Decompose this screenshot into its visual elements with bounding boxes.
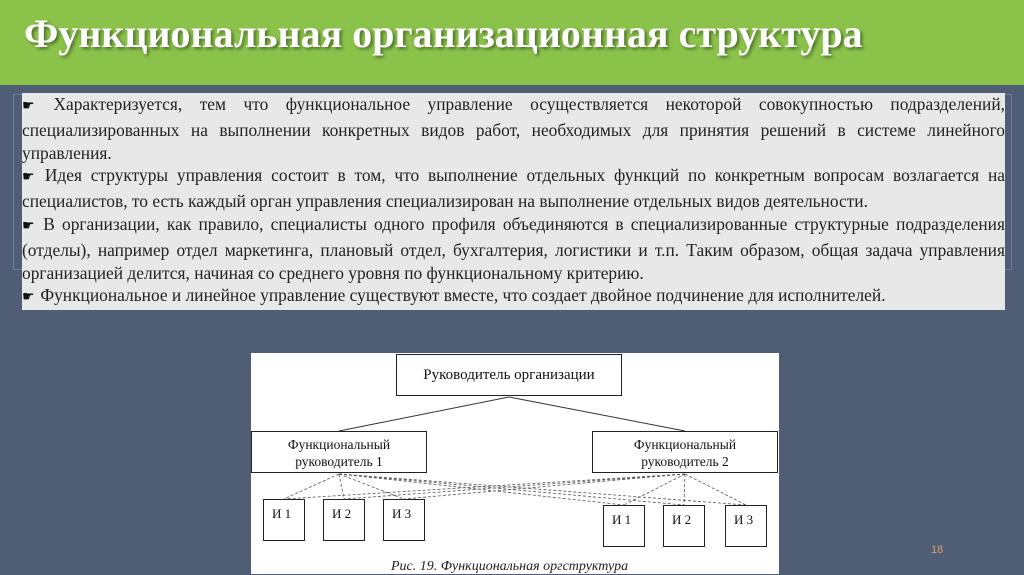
functional-manager-2-line2: руководитель 2 bbox=[641, 454, 729, 469]
executor-box: И 1 bbox=[603, 505, 645, 547]
bullet-text-3: В организации, как правило, специалисты одного профиля объединяются в специализированные структурные подразделения (отделы), например отдел маркетинга, плановый отдел, бухгалтерия, логистики и т.п. Таким образом, общая задача управления организацией делится, начиная со среднего уровня по функциональному критерию. bbox=[22, 213, 1005, 283]
functional-manager-1-box bbox=[251, 431, 427, 473]
executor-box: И 3 bbox=[383, 499, 425, 541]
executor-box: И 2 bbox=[323, 499, 365, 541]
bullet-text-2: Идея структуры управления состоит в том, что выполнение отдельных функций по конкретным вопросам возлагается на специалистов, то есть каждый орган управления специализирован на выполнение отдельных видов деятельности. bbox=[22, 165, 1005, 212]
pointing-hand-icon: ☛ bbox=[22, 290, 35, 306]
bullet-text-4: Функциональное и линейное управление существуют вместе, что создает двойное подчинение для исполнителей. bbox=[40, 285, 886, 306]
pointing-hand-icon: ☛ bbox=[22, 170, 35, 186]
functional-manager-2-box bbox=[592, 431, 778, 473]
page-number: 18 bbox=[931, 544, 944, 556]
bullet-item-2 bbox=[22, 164, 1005, 213]
bullet-text-1: Характеризуется, тем что функциональное управление осуществляется некоторой совокупностью подразделений, специализированных на выполнении конкретных видов работ, необходимых для принятия решений в системе линейного управления. bbox=[22, 94, 1005, 163]
functional-manager-1-line1: Функциональный bbox=[287, 437, 391, 452]
org-diagram bbox=[251, 353, 779, 574]
executor-box: И 3 bbox=[725, 505, 767, 547]
bullet-item-3 bbox=[22, 213, 1005, 284]
pointing-hand-icon: ☛ bbox=[22, 218, 35, 234]
executor-box: И 2 bbox=[663, 505, 705, 547]
pointing-hand-icon: ☛ bbox=[22, 99, 35, 114]
functional-manager-2-line1: Функциональный bbox=[633, 437, 737, 452]
bullet-item-4 bbox=[22, 284, 1005, 310]
bullet-item-1 bbox=[22, 93, 1005, 164]
figure-caption: Рис. 19. Функциональная оргструктура bbox=[391, 559, 629, 574]
slide-title: Функциональная организационная структура bbox=[24, 11, 863, 56]
head-box: Руководитель организации bbox=[396, 354, 622, 396]
text-block bbox=[22, 93, 1005, 310]
executor-box: И 1 bbox=[263, 499, 305, 541]
functional-manager-1-line2: руководитель 1 bbox=[295, 454, 383, 469]
